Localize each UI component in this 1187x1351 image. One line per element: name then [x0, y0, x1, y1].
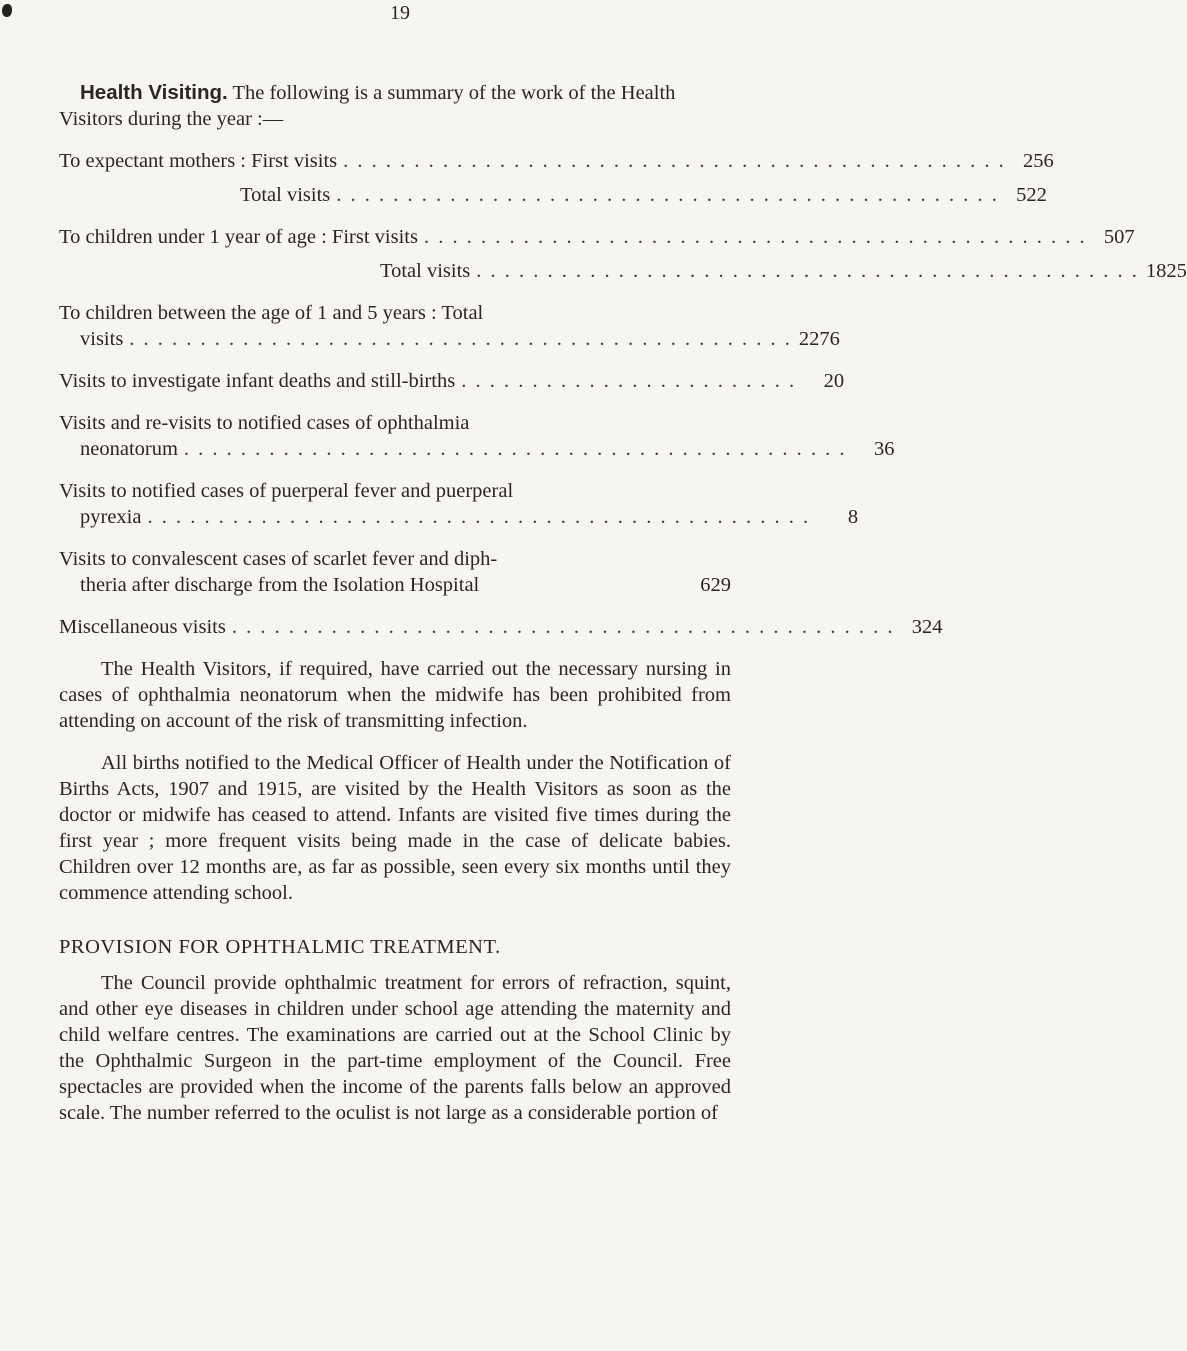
leader-dots: . . . . . . . . . . . . . . . . . . . . . . . .: [461, 370, 797, 392]
intro-heading: Health Visiting.: [80, 81, 228, 104]
children-1-5-line1: To children between the age of 1 and 5 years : Total: [59, 302, 484, 324]
section-heading: PROVISION FOR OPHTHALMIC TREATMENT.: [59, 936, 501, 958]
under1-total-label: Total visits: [380, 260, 471, 282]
leader-dots: . . . . . . . . . . . . . . . . . . . . . . . . . . . . . . . . . . . . . . . . . . . . . . .: [129, 328, 792, 350]
report-body: [59, 80, 1187, 1126]
infant-deaths-value: 20: [823, 370, 845, 392]
under1-first-row: [59, 224, 1135, 250]
leader-dots: . . . . . . . . . . . . . . . . . . . . . . . . . . . . . . . . . . . . . . . . . . . . . . .: [336, 184, 999, 206]
children-1-5-value: 2276: [798, 328, 840, 350]
under1-first-label: To children under 1 year of age : First visits: [59, 226, 418, 248]
scarlet-value: 629: [700, 574, 731, 596]
misc-value: 324: [911, 616, 943, 638]
expectant-total-row: [59, 182, 1047, 208]
ophthalmia-value: 36: [874, 438, 895, 460]
misc-label: Miscellaneous visits: [59, 616, 226, 638]
misc-row: [59, 614, 943, 640]
scarlet-line1: Visits to convalescent cases of scarlet fever and diph-: [59, 548, 498, 570]
page-number: 19: [390, 2, 410, 24]
expectant-first-row: [59, 148, 1054, 174]
expectant-first-value: 256: [1023, 150, 1054, 172]
puerperal-entry: [59, 478, 859, 530]
ophthalmia-line2: neonatorum: [80, 438, 178, 460]
children-1-5-entry: [59, 300, 840, 352]
section-paragraph: The Council provide ophthalmic treatment for errors of refraction, squint, and other eye diseases in children under school age attending the maternity and child welfare centres. The examinations are carried out at the School Clinic by the Ophthalmic Surgeon in the part-time employment of the Council. Free spectacles are provided when the income of the parents falls below an approved scale. The number referred to the oculist is not large as a considerable portion of: [59, 972, 731, 1124]
ophthalmia-line1: Visits and re-visits to notified cases of ophthalmia: [59, 412, 470, 434]
leader-dots: . . . . . . . . . . . . . . . . . . . . . . . . . . . . . . . . . . . . . . . . . . . . . . .: [147, 506, 811, 528]
expectant-first-label: To expectant mothers : First visits: [59, 150, 338, 172]
puerperal-line1: Visits to notified cases of puerperal fever and puerperal: [59, 480, 514, 502]
under1-first-value: 507: [1103, 226, 1135, 248]
scarlet-line2: theria after discharge from the Isolation Hospital: [80, 574, 480, 596]
puerperal-value: 8: [847, 506, 859, 528]
puerperal-line2: pyrexia: [80, 506, 142, 528]
under1-total-row: [59, 258, 1187, 284]
infant-deaths-label: Visits to investigate infant deaths and still-births: [59, 370, 456, 392]
leader-dots: . . . . . . . . . . . . . . . . . . . . . . . . . . . . . . . . . . . . . . . . . . . . . . .: [231, 616, 895, 638]
infant-deaths-row: [59, 368, 845, 394]
children-1-5-line2: visits: [80, 328, 124, 350]
leader-dots: . . . . . . . . . . . . . . . . . . . . . . . . . . . . . . . . . . . . . . . . . . . . . . .: [423, 226, 1087, 248]
leader-dots: . . . . . . . . . . . . . . . . . . . . . . . . . . . . . . . . . . . . . . . . . . . . . . .: [476, 260, 1139, 282]
paragraph-nursing: The Health Visitors, if required, have carried out the necessary nursing in cases of ophthalmia neonatorum when the midwife has been prohibited from attending on account of the risk of transmitting infection.: [59, 658, 731, 732]
expectant-total-label: Total visits: [240, 184, 331, 206]
intro-paragraph: [59, 80, 731, 132]
ophthalmia-entry: [59, 410, 895, 462]
under1-total-value: 1825: [1145, 260, 1187, 282]
scarlet-entry: [59, 546, 731, 598]
leader-dots: . . . . . . . . . . . . . . . . . . . . . . . . . . . . . . . . . . . . . . . . . . . . . . .: [343, 150, 1006, 172]
paragraph-births: All births notified to the Medical Officer of Health under the Notification of Births Acts, 1907 and 1915, are visited by the Health Visitors as soon as the doctor or midwife has ceased to attend. Infants are visited five times during the first year ; more frequent visits being made in the case of delicate babies. Children over 12 months are, as far as possible, seen every six months until they commence attending school.: [59, 752, 731, 904]
intro-text: The following is a summary of the work of the Health Visitors during the year :—: [59, 82, 676, 130]
leader-dots: . . . . . . . . . . . . . . . . . . . . . . . . . . . . . . . . . . . . . . . . . . . . . . .: [183, 438, 847, 460]
expectant-total-value: 522: [1016, 184, 1047, 206]
